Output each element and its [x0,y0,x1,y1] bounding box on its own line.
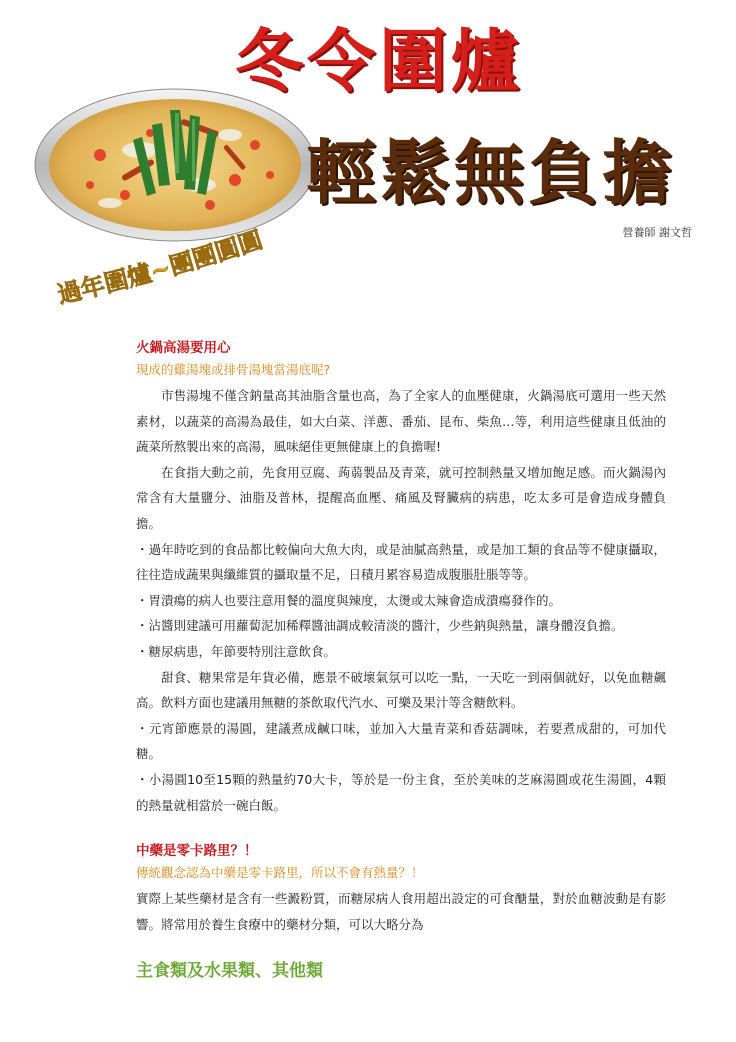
section1-bullet4: ・糖尿病患，年節要特別注意飲食。 [136,643,337,659]
section2-subheading: 傳統觀念認為中藥是零卡路里，所以不會有熱量？！ [136,865,424,881]
section1-bullet6: ・小湯圓10至15顆的熱量約70大卡，等於是一份主食，至於美味的芝麻湯圓或花生湯圓，4顆的熱量就相當於一碗白飯。 [136,771,666,813]
section1-bullet1: ・過年時吃到的食品都比較偏向大魚大肉，或是油膩高熱量，或是加工類的食品等不健康攝取，往往造成蔬果與纖維質的攝取量不足，日積月累容易造成腹脹肚脹等等。 [136,541,666,583]
hotpot-illustration [30,85,320,245]
author-credit: 營養師 謝文哲 [622,226,692,239]
title-line-1: 冬令圍爐 [235,22,524,102]
section1-para1: 市售湯塊不僅含鈉量高其油脂含量也高，為了全家人的血壓健康，火鍋湯底可選用一些天然素材，以蔬菜的高湯為最佳，如大白菜、洋蔥、番茄、昆布、柴魚…等，利用這些健康且低油的蔬菜所熬製出來的高湯，風味絕佳更無健康上的負擔喔! [136,388,666,455]
curved-caption [40,225,360,325]
section1-bullet3: ・沾醬則建議可用蘿蔔泥加稀釋醬油調成較清淡的醬汁，少些鈉與熱量，讓身體沒負擔。 [136,618,624,634]
curved-caption-text: 過年圍爐~團團圓圓 [54,225,266,309]
section1-heading: 火鍋高湯要用心 [136,340,231,356]
svg-text:過年圍爐~團團圓圓 [55,225,266,309]
article-body [136,337,666,983]
section3-heading: 主食類及水果類、其他類 [136,961,323,982]
title-line-2: 輕鬆無負擔 [306,131,676,214]
section1-para2: 在食指大動之前，先食用豆腐、蒟蒻製品及青菜，就可控制熱量又增加飽足感。而火鍋湯內常含有大量鹽分、油脂及普林，提醒高血壓、痛風及腎臟病的病患，吃太多可是會造成身體負擔。 [136,464,666,531]
hotpot-image [30,85,320,245]
section2-heading: 中藥是零卡路里？！ [136,843,258,860]
section1-bullet5: ・元宵節應景的湯圓，建議煮成鹹口味，並加入大量青菜和香菇調味，若要煮成甜的，可加代糖。 [136,720,666,762]
section2-para1: 實際上某些藥材是含有一些澱粉質，而糖尿病人食用超出設定的可食醣量，對於血糖波動是有影響。將常用於養生食療中的藥材分類，可以大略分為 [136,891,666,932]
section1-para3: 甜食、糖果常是年貨必備，應景不破壞氣氛可以吃一點，一天吃一到兩個就好，以免血糖飆高。飲料方面也建議用無糖的茶飲取代汽水、可樂及果汁等含糖飲料。 [136,669,666,711]
section1-bullet2: ・胃潰瘍的病人也要注意用餐的溫度與辣度，太燙或太辣會造成潰瘍發作的。 [136,592,562,608]
section1-subheading: 現成的雞湯塊或排骨湯塊當湯底呢? [136,362,331,377]
hero-banner [0,0,736,330]
